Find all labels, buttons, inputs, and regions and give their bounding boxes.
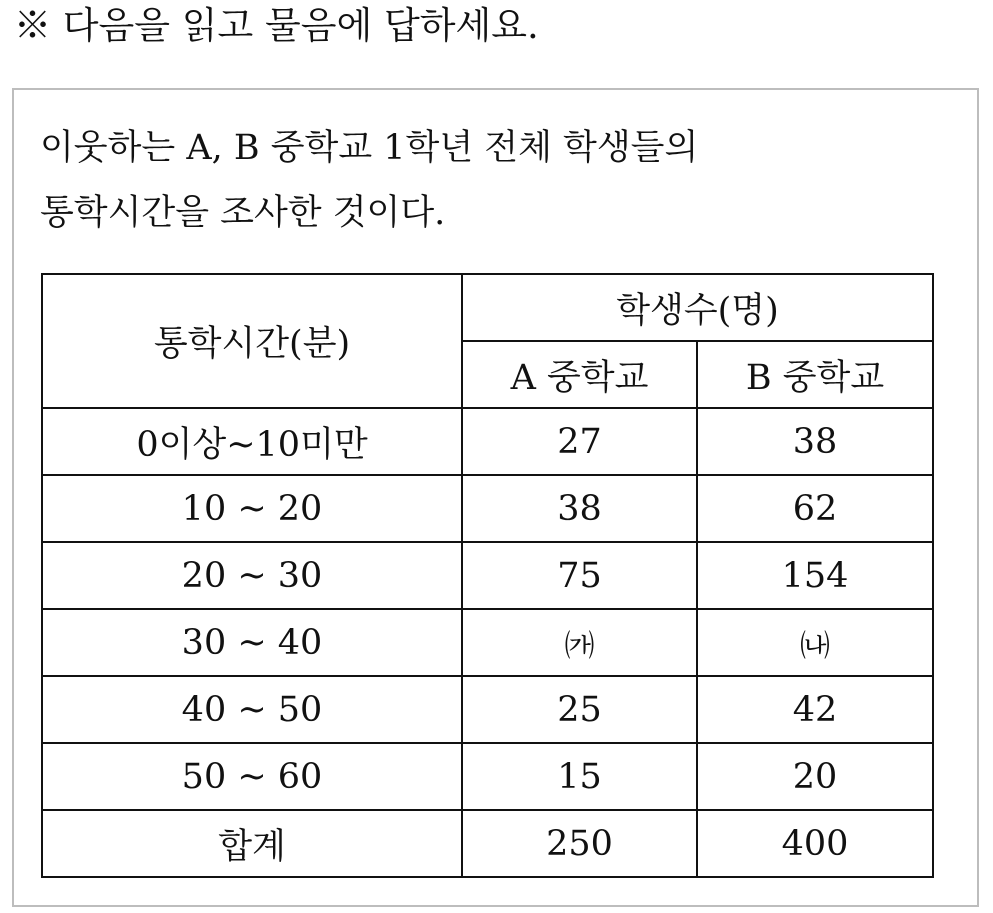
passage [40, 116, 698, 246]
cell-school-b: 20 [697, 743, 933, 810]
cell-school-b-blank-na: ㈏ [697, 609, 933, 676]
cell-school-a-blank-ga: ㈎ [462, 609, 697, 676]
cell-time: 40 ~ 50 [42, 676, 462, 743]
table-row [42, 475, 933, 542]
table-row [42, 609, 933, 676]
table-row [42, 408, 933, 475]
table-row [42, 743, 933, 810]
cell-time: 10 ~ 20 [42, 475, 462, 542]
cell-school-a: 75 [462, 542, 697, 609]
cell-time: 0이상~10미만 [42, 408, 462, 475]
passage-line-2: 통학시간을 조사한 것이다. [40, 193, 446, 233]
cell-school-a: 25 [462, 676, 697, 743]
cell-school-b: 38 [697, 408, 933, 475]
cell-school-a: 38 [462, 475, 697, 542]
cell-school-b: 154 [697, 542, 933, 609]
table-row [42, 542, 933, 609]
header-commute-time: 통학시간(분) [42, 274, 462, 408]
instruction-text: ※ 다음을 읽고 물음에 답하세요. [14, 4, 539, 47]
cell-school-a: 27 [462, 408, 697, 475]
table-header-row [42, 274, 933, 341]
cell-total-label: 합계 [42, 810, 462, 877]
cell-total-b: 400 [697, 810, 933, 877]
header-school-a: A 중학교 [462, 341, 697, 408]
cell-time: 30 ~ 40 [42, 609, 462, 676]
cell-time: 20 ~ 30 [42, 542, 462, 609]
commute-time-table [41, 273, 934, 878]
header-school-b: B 중학교 [697, 341, 933, 408]
cell-school-b: 62 [697, 475, 933, 542]
cell-time: 50 ~ 60 [42, 743, 462, 810]
passage-line-1: 이웃하는 A, B 중학교 1학년 전체 학생들의 [40, 128, 699, 168]
problem-box [12, 88, 979, 907]
header-student-count: 학생수(명) [462, 274, 933, 341]
cell-total-a: 250 [462, 810, 697, 877]
table-row [42, 676, 933, 743]
cell-school-b: 42 [697, 676, 933, 743]
table-total-row [42, 810, 933, 877]
cell-school-a: 15 [462, 743, 697, 810]
